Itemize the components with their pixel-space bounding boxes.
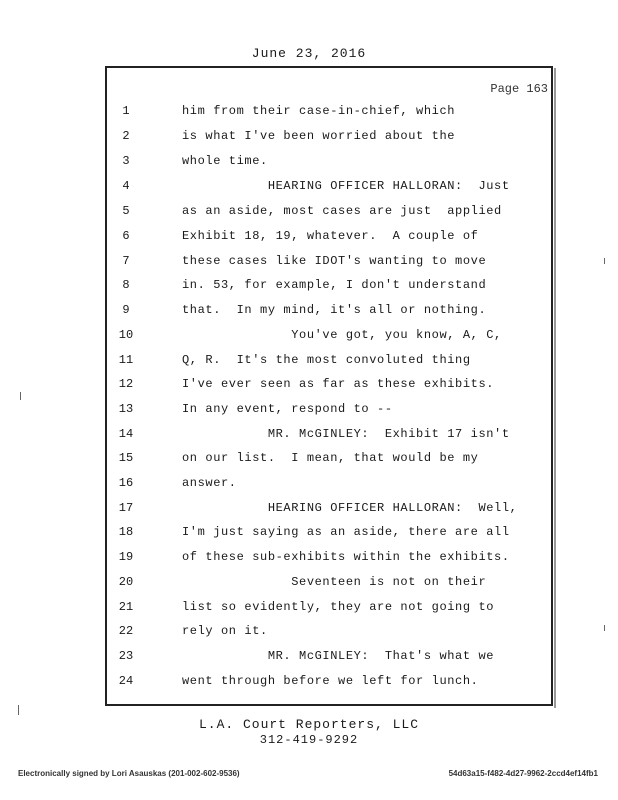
frame-shadow xyxy=(554,68,556,708)
line-number: 17 xyxy=(118,501,134,515)
court-reporter-phone: 312-419-9292 xyxy=(259,733,359,747)
line-number: 10 xyxy=(118,328,134,342)
transcript-line: I've ever seen as far as these exhibits. xyxy=(182,377,495,391)
scan-speck xyxy=(18,705,19,715)
scan-speck xyxy=(20,392,21,400)
transcript-line: of these sub-exhibits within the exhibits. xyxy=(182,550,510,564)
transcript-line: in. 53, for example, I don't understand xyxy=(182,278,487,292)
transcript-line: answer. xyxy=(182,476,237,490)
transcript-line: that. In my mind, it's all or nothing. xyxy=(182,303,487,317)
transcript-line: MR. McGINLEY: That's what we xyxy=(182,649,495,663)
line-number: 20 xyxy=(118,575,134,589)
transcript-line: HEARING OFFICER HALLORAN: Just xyxy=(182,179,510,193)
line-number: 19 xyxy=(118,550,134,564)
scan-speck xyxy=(604,625,605,631)
page-number: Page 163 xyxy=(490,82,548,96)
line-number: 2 xyxy=(122,129,130,143)
transcript-line: these cases like IDOT's wanting to move xyxy=(182,254,487,268)
transcript-line: is what I've been worried about the xyxy=(182,129,456,143)
line-number: 12 xyxy=(118,377,134,391)
scan-speck xyxy=(604,258,605,264)
line-number: 4 xyxy=(122,179,130,193)
line-number: 22 xyxy=(118,624,134,638)
line-number: 15 xyxy=(118,451,134,465)
line-number: 8 xyxy=(122,278,130,292)
transcript-line: In any event, respond to -- xyxy=(182,402,393,416)
header-date: June 23, 2016 xyxy=(251,46,367,61)
transcript-line: Exhibit 18, 19, whatever. A couple of xyxy=(182,229,479,243)
line-number: 9 xyxy=(122,303,130,317)
line-number: 7 xyxy=(122,254,130,268)
electronic-signature: Electronically signed by Lori Asauskas (201-002-602-9536) xyxy=(18,769,240,778)
transcript-line: him from their case-in-chief, which xyxy=(182,104,456,118)
transcript-line: as an aside, most cases are just applied xyxy=(182,204,502,218)
transcript-line: went through before we left for lunch. xyxy=(182,674,479,688)
line-number: 16 xyxy=(118,476,134,490)
court-reporter-firm: L.A. Court Reporters, LLC xyxy=(198,717,420,732)
line-number: 5 xyxy=(122,204,130,218)
document-hash: 54d63a15-f482-4d27-9962-2ccd4ef14fb1 xyxy=(448,769,598,778)
transcript-line: MR. McGINLEY: Exhibit 17 isn't xyxy=(182,427,510,441)
transcript-line: I'm just saying as an aside, there are all xyxy=(182,525,510,539)
transcript-line: Seventeen is not on their xyxy=(182,575,487,589)
transcript-line: Q, R. It's the most convoluted thing xyxy=(182,353,471,367)
line-number: 14 xyxy=(118,427,134,441)
transcript-line: You've got, you know, A, C, xyxy=(182,328,502,342)
transcript-line: list so evidently, they are not going to xyxy=(182,600,495,614)
transcript-line: whole time. xyxy=(182,154,268,168)
line-number: 18 xyxy=(118,525,134,539)
line-number: 21 xyxy=(118,600,134,614)
line-number: 24 xyxy=(118,674,134,688)
transcript-line: on our list. I mean, that would be my xyxy=(182,451,479,465)
line-number: 6 xyxy=(122,229,130,243)
line-number: 13 xyxy=(118,402,134,416)
transcript-line: HEARING OFFICER HALLORAN: Well, xyxy=(182,501,518,515)
line-number: 1 xyxy=(122,104,130,118)
line-number: 3 xyxy=(122,154,130,168)
line-number: 23 xyxy=(118,649,134,663)
line-number: 11 xyxy=(118,353,134,367)
transcript-line: rely on it. xyxy=(182,624,268,638)
